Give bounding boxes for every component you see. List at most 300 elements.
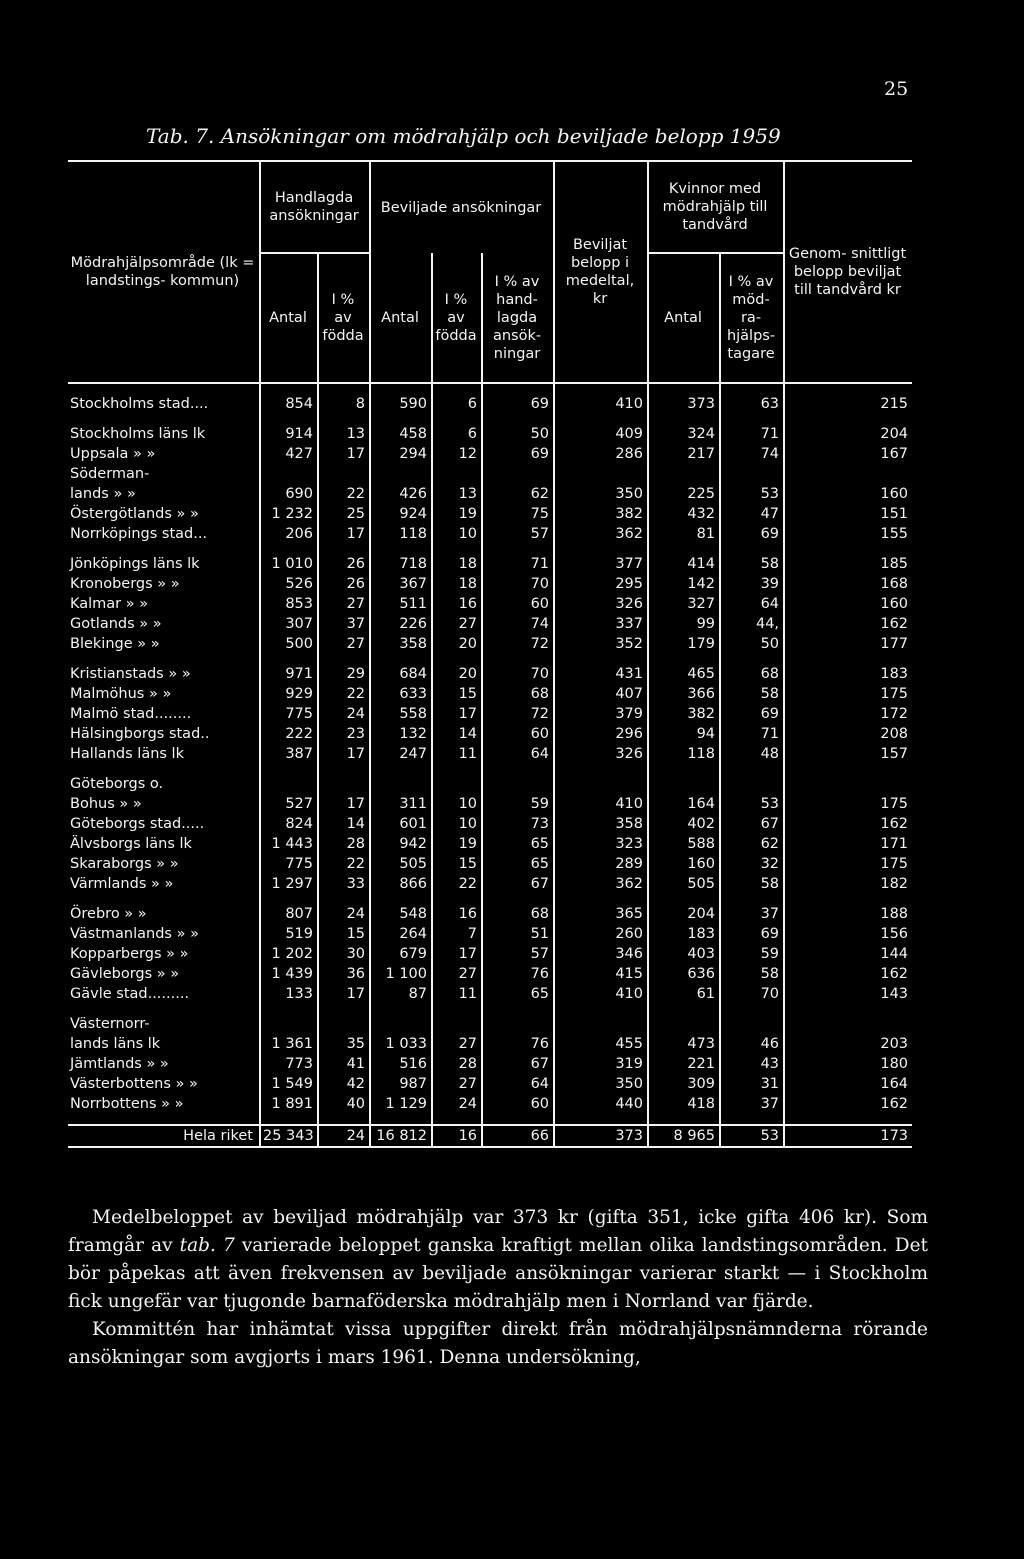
cell: 76 (482, 1034, 554, 1054)
cell (432, 774, 482, 794)
cell: 71 (720, 724, 784, 744)
table-row (68, 444, 912, 464)
cell: 588 (648, 834, 720, 854)
cell: 1 549 (260, 1074, 318, 1094)
cell: 633 (370, 684, 432, 704)
cell: 409 (554, 424, 648, 444)
cell: 64 (482, 1074, 554, 1094)
cell: 57 (482, 524, 554, 544)
cell: 358 (554, 814, 648, 834)
cell: 17 (318, 524, 370, 544)
cell: 60 (482, 1094, 554, 1114)
cell (370, 464, 432, 484)
cell: 67 (482, 1054, 554, 1074)
cell: 373 (648, 394, 720, 414)
table-row (68, 684, 912, 704)
row-label: Göteborgs stad..... (70, 816, 205, 832)
cell (482, 464, 554, 484)
cell: 775 (260, 704, 318, 724)
cell (720, 1014, 784, 1034)
cell: 25 (318, 504, 370, 524)
total-cell: 16 812 (370, 1125, 432, 1147)
cell: 382 (554, 504, 648, 524)
row-label: Västerbottens » » (70, 1076, 198, 1092)
cell: 94 (648, 724, 720, 744)
cell: 46 (720, 1034, 784, 1054)
cell: 307 (260, 614, 318, 634)
cell: 10 (432, 524, 482, 544)
table-row (68, 484, 912, 504)
total-cell: 16 (432, 1125, 482, 1147)
cell: 118 (648, 744, 720, 764)
cell (648, 464, 720, 484)
cell: 22 (318, 684, 370, 704)
cell: 365 (554, 904, 648, 924)
cell: 410 (554, 984, 648, 1004)
cell (554, 1014, 648, 1034)
cell (260, 1014, 318, 1034)
table-row (68, 664, 912, 684)
row-label: Östergötlands » » (70, 506, 199, 522)
table-row (68, 704, 912, 724)
cell (318, 1014, 370, 1034)
cell: 26 (318, 554, 370, 574)
cell: 679 (370, 944, 432, 964)
header-pct-handlagda: I % av hand- lagda ansök- ningar (482, 253, 554, 383)
cell: 72 (482, 634, 554, 654)
cell: 362 (554, 524, 648, 544)
cell: 326 (554, 594, 648, 614)
group-separator (68, 654, 912, 664)
cell: 1 891 (260, 1094, 318, 1114)
cell: 775 (260, 854, 318, 874)
cell: 27 (318, 634, 370, 654)
row-label: Gävle stad......... (70, 986, 190, 1002)
table-row (68, 834, 912, 854)
cell: 208 (784, 724, 912, 744)
cell: 50 (482, 424, 554, 444)
cell: 15 (432, 854, 482, 874)
cell: 180 (784, 1054, 912, 1074)
table-row (68, 774, 912, 794)
cell: 18 (432, 574, 482, 594)
cell: 182 (784, 874, 912, 894)
group-separator (68, 544, 912, 554)
cell: 295 (554, 574, 648, 594)
table-row (68, 554, 912, 574)
cell: 410 (554, 794, 648, 814)
cell: 29 (318, 664, 370, 684)
row-label: Skaraborgs » » (70, 856, 179, 872)
cell: 8 (318, 394, 370, 414)
cell: 71 (482, 554, 554, 574)
cell: 67 (482, 874, 554, 894)
cell: 16 (432, 594, 482, 614)
cell: 35 (318, 1034, 370, 1054)
table-row (68, 634, 912, 654)
cell: 286 (554, 444, 648, 464)
cell: 185 (784, 554, 912, 574)
cell: 64 (720, 594, 784, 614)
cell: 58 (720, 684, 784, 704)
row-label: Jönköpings läns lk (70, 556, 200, 572)
table-row (68, 794, 912, 814)
cell: 58 (720, 874, 784, 894)
paragraph-1: Medelbeloppet av beviljad mödrahjälp var 373 kr (gifta 351, icke gifta 406 kr). Som framgår av tab. 7 varierade beloppet ganska kraftigt mellan olika landstingsområden. Det bör påpekas att även frekvensen av beviljade ansökningar varierar starkt — i Stockholm fick ungefär var tjugonde barnaföderska mödrahjälp men i Norrland var fjärde. (68, 1207, 928, 1312)
cell: 42 (318, 1074, 370, 1094)
table-row (68, 1034, 912, 1054)
cell: 516 (370, 1054, 432, 1074)
cell: 1 443 (260, 834, 318, 854)
row-label: Blekinge » » (70, 636, 160, 652)
cell: 162 (784, 964, 912, 984)
cell: 415 (554, 964, 648, 984)
cell: 48 (720, 744, 784, 764)
cell: 327 (648, 594, 720, 614)
group-separator (68, 894, 912, 904)
table-row (68, 944, 912, 964)
table-row (68, 614, 912, 634)
header-pct-fodda-1: I % av födda (318, 253, 370, 383)
cell: 27 (432, 1074, 482, 1094)
cell: 70 (482, 664, 554, 684)
cell: 590 (370, 394, 432, 414)
cell: 382 (648, 704, 720, 724)
cell: 13 (432, 484, 482, 504)
table-row (68, 504, 912, 524)
row-label: Kronobergs » » (70, 576, 180, 592)
cell: 6 (432, 394, 482, 414)
total-cell: 8 965 (648, 1125, 720, 1147)
cell (720, 774, 784, 794)
cell: 807 (260, 904, 318, 924)
cell: 1 010 (260, 554, 318, 574)
cell: 28 (432, 1054, 482, 1074)
total-label: Hela riket (68, 1125, 260, 1147)
cell: 22 (318, 484, 370, 504)
table-row (68, 1014, 912, 1034)
cell: 65 (482, 854, 554, 874)
cell: 17 (318, 794, 370, 814)
header-pct-modrahjalp: I % av möd- ra- hjälps- tagare (720, 253, 784, 383)
cell: 426 (370, 484, 432, 504)
header-beviljade: Beviljade ansökningar (370, 161, 554, 253)
cell: 387 (260, 744, 318, 764)
table-row (68, 1074, 912, 1094)
cell: 18 (432, 554, 482, 574)
cell: 1 297 (260, 874, 318, 894)
cell: 10 (432, 814, 482, 834)
group-separator (68, 1004, 912, 1014)
cell: 57 (482, 944, 554, 964)
total-cell: 373 (554, 1125, 648, 1147)
cell: 222 (260, 724, 318, 744)
row-label: Söderman- (70, 466, 150, 482)
cell: 28 (318, 834, 370, 854)
cell: 172 (784, 704, 912, 724)
cell: 824 (260, 814, 318, 834)
table-row (68, 464, 912, 484)
cell: 296 (554, 724, 648, 744)
cell: 73 (482, 814, 554, 834)
cell: 14 (318, 814, 370, 834)
cell: 59 (720, 944, 784, 964)
table-row (68, 924, 912, 944)
header-antal-handlagda: Antal (260, 253, 318, 383)
table-row (68, 574, 912, 594)
cell: 24 (318, 704, 370, 724)
cell: 511 (370, 594, 432, 614)
cell: 26 (318, 574, 370, 594)
row-label: Uppsala » » (70, 446, 156, 462)
cell: 24 (318, 904, 370, 924)
cell: 352 (554, 634, 648, 654)
row-label: Kalmar » » (70, 596, 149, 612)
cell: 914 (260, 424, 318, 444)
cell: 31 (720, 1074, 784, 1094)
total-cell: 173 (784, 1125, 912, 1147)
row-label: Jämtlands » » (70, 1056, 169, 1072)
cell: 44, (720, 614, 784, 634)
table-row (68, 984, 912, 1004)
cell: 346 (554, 944, 648, 964)
table-row (68, 524, 912, 544)
cell: 440 (554, 1094, 648, 1114)
cell: 87 (370, 984, 432, 1004)
cell: 204 (784, 424, 912, 444)
cell (784, 774, 912, 794)
cell: 156 (784, 924, 912, 944)
cell: 20 (432, 664, 482, 684)
cell: 144 (784, 944, 912, 964)
cell: 64 (482, 744, 554, 764)
cell (554, 774, 648, 794)
cell: 179 (648, 634, 720, 654)
cell: 17 (318, 744, 370, 764)
cell: 1 100 (370, 964, 432, 984)
cell: 33 (318, 874, 370, 894)
cell: 36 (318, 964, 370, 984)
group-separator (68, 764, 912, 774)
cell: 548 (370, 904, 432, 924)
cell: 358 (370, 634, 432, 654)
cell: 866 (370, 874, 432, 894)
cell: 39 (720, 574, 784, 594)
row-label: Stockholms stad.... (70, 396, 209, 412)
cell: 183 (784, 664, 912, 684)
cell: 19 (432, 504, 482, 524)
cell: 67 (720, 814, 784, 834)
cell: 377 (554, 554, 648, 574)
row-label: Älvsborgs läns lk (70, 836, 192, 852)
cell: 74 (720, 444, 784, 464)
table-title: Tab. 7. Ansökningar om mödrahjälp och beviljade belopp 1959 (146, 124, 781, 148)
cell: 62 (482, 484, 554, 504)
total-cell: 53 (720, 1125, 784, 1147)
statistics-table (68, 160, 912, 1148)
cell (482, 774, 554, 794)
cell: 76 (482, 964, 554, 984)
cell: 40 (318, 1094, 370, 1114)
cell: 309 (648, 1074, 720, 1094)
cell: 68 (720, 664, 784, 684)
cell: 324 (648, 424, 720, 444)
cell: 62 (720, 834, 784, 854)
cell: 7 (432, 924, 482, 944)
cell: 162 (784, 614, 912, 634)
cell: 65 (482, 984, 554, 1004)
cell (260, 464, 318, 484)
cell: 11 (432, 744, 482, 764)
row-label: Kristianstads » » (70, 666, 191, 682)
cell: 41 (318, 1054, 370, 1074)
cell: 47 (720, 504, 784, 524)
cell: 50 (720, 634, 784, 654)
row-label: lands läns lk (70, 1036, 161, 1052)
cell: 206 (260, 524, 318, 544)
cell: 971 (260, 664, 318, 684)
row-label: Bohus » » (70, 796, 142, 812)
cell: 53 (720, 794, 784, 814)
cell: 350 (554, 1074, 648, 1094)
cell: 69 (720, 924, 784, 944)
cell: 24 (432, 1094, 482, 1114)
cell: 260 (554, 924, 648, 944)
cell: 17 (318, 444, 370, 464)
total-cell: 25 343 (260, 1125, 318, 1147)
cell (260, 774, 318, 794)
header-antal-kvinnor: Antal (648, 253, 720, 383)
cell: 431 (554, 664, 648, 684)
row-label: Norrköpings stad... (70, 526, 208, 542)
cell: 203 (784, 1034, 912, 1054)
cell: 17 (432, 944, 482, 964)
total-row (68, 1125, 912, 1147)
cell: 175 (784, 794, 912, 814)
cell: 61 (648, 984, 720, 1004)
row-label: Stockholms läns lk (70, 426, 206, 442)
header-kvinnor: Kvinnor med mödrahjälp till tandvård (648, 161, 784, 253)
cell: 1 232 (260, 504, 318, 524)
row-label: Västernorr- (70, 1016, 150, 1032)
cell: 160 (784, 594, 912, 614)
row-label: Gävleborgs » » (70, 966, 180, 982)
row-label: Västmanlands » » (70, 926, 199, 942)
table-row (68, 854, 912, 874)
cell (432, 464, 482, 484)
cell: 63 (720, 394, 784, 414)
cell: 160 (648, 854, 720, 874)
cell (648, 774, 720, 794)
cell: 15 (432, 684, 482, 704)
cell: 23 (318, 724, 370, 744)
cell (318, 464, 370, 484)
cell: 326 (554, 744, 648, 764)
cell: 37 (720, 904, 784, 924)
cell (370, 1014, 432, 1034)
header-genomsnitt: Genom- snittligt belopp beviljat till tandvård kr (784, 161, 912, 383)
cell: 133 (260, 984, 318, 1004)
cell: 175 (784, 854, 912, 874)
table-row (68, 594, 912, 614)
header-pct-fodda-2: I % av födda (432, 253, 482, 383)
cell: 15 (318, 924, 370, 944)
table-row (68, 874, 912, 894)
cell: 350 (554, 484, 648, 504)
table-row (68, 724, 912, 744)
row-label: lands » » (70, 486, 136, 502)
cell: 942 (370, 834, 432, 854)
cell: 690 (260, 484, 318, 504)
cell (720, 464, 784, 484)
cell: 69 (482, 444, 554, 464)
row-label: Örebro » » (70, 906, 147, 922)
cell: 69 (720, 524, 784, 544)
cell: 22 (318, 854, 370, 874)
cell: 6 (432, 424, 482, 444)
cell: 323 (554, 834, 648, 854)
header-belopp: Beviljat belopp i medeltal, kr (554, 161, 648, 383)
cell: 99 (648, 614, 720, 634)
cell: 403 (648, 944, 720, 964)
cell: 68 (482, 684, 554, 704)
cell: 69 (720, 704, 784, 724)
header-area: Mödrahjälpsområde (lk = landstings- kommun) (68, 161, 260, 383)
cell: 1 202 (260, 944, 318, 964)
cell: 16 (432, 904, 482, 924)
cell: 188 (784, 904, 912, 924)
cell: 11 (432, 984, 482, 1004)
cell: 74 (482, 614, 554, 634)
cell: 458 (370, 424, 432, 444)
cell: 132 (370, 724, 432, 744)
cell: 311 (370, 794, 432, 814)
cell: 505 (648, 874, 720, 894)
cell: 37 (318, 614, 370, 634)
cell: 175 (784, 684, 912, 704)
cell: 17 (318, 984, 370, 1004)
total-cell: 66 (482, 1125, 554, 1147)
table-row (68, 1054, 912, 1074)
cell: 465 (648, 664, 720, 684)
cell: 60 (482, 724, 554, 744)
row-label: Kopparbergs » » (70, 946, 189, 962)
cell: 410 (554, 394, 648, 414)
cell: 12 (432, 444, 482, 464)
cell: 987 (370, 1074, 432, 1094)
table-row (68, 1094, 912, 1114)
cell: 27 (432, 614, 482, 634)
cell: 337 (554, 614, 648, 634)
paragraph-2: Kommittén har inhämtat vissa uppgifter direkt från mödrahjälpsnämnderna rörande ansökningar som avgjorts i mars 1961. Denna undersökning, (68, 1319, 928, 1368)
cell: 72 (482, 704, 554, 724)
cell: 204 (648, 904, 720, 924)
header-antal-beviljade: Antal (370, 253, 432, 383)
cell: 226 (370, 614, 432, 634)
cell: 167 (784, 444, 912, 464)
row-label: Malmö stad........ (70, 706, 192, 722)
cell: 27 (318, 594, 370, 614)
cell: 217 (648, 444, 720, 464)
cell: 1 439 (260, 964, 318, 984)
cell: 37 (720, 1094, 784, 1114)
cell: 558 (370, 704, 432, 724)
cell: 32 (720, 854, 784, 874)
cell: 143 (784, 984, 912, 1004)
cell: 168 (784, 574, 912, 594)
cell: 379 (554, 704, 648, 724)
table-row (68, 424, 912, 444)
